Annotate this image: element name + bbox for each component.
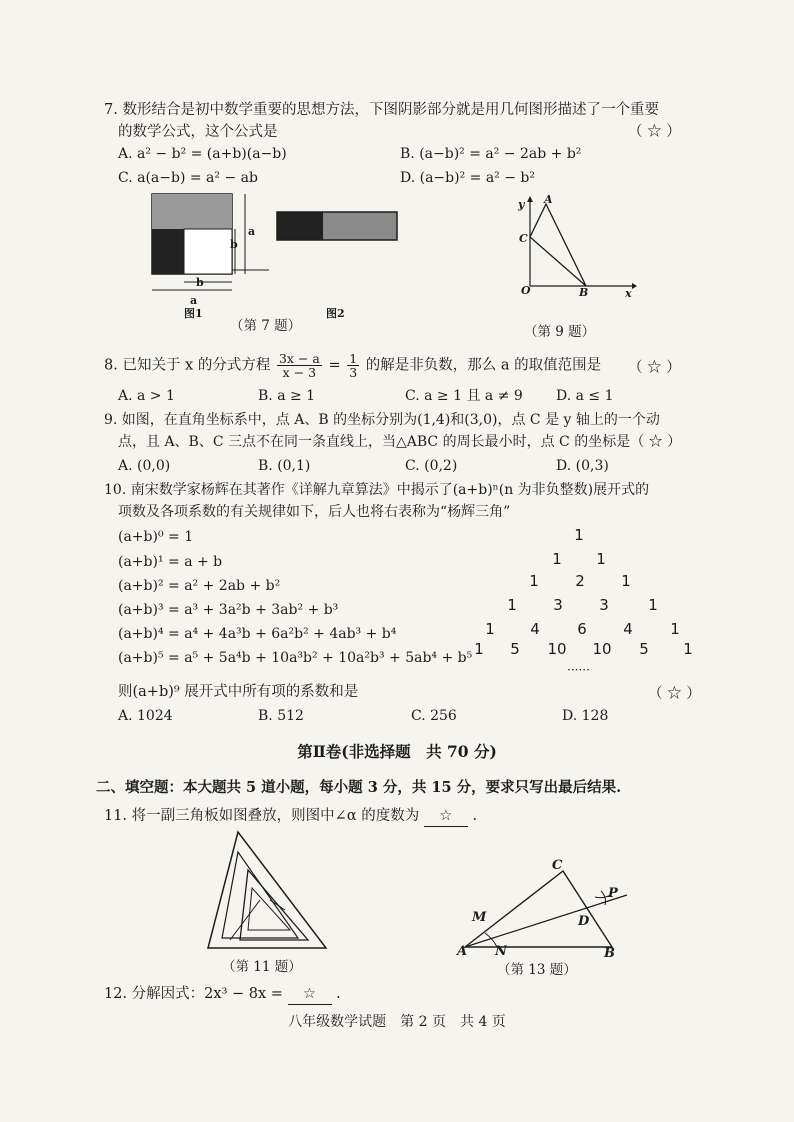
triangle-ellipsis: ······ <box>567 663 590 677</box>
q10-formula-2: (a+b)² = a² + 2ab + b² <box>118 578 281 594</box>
q7-label-b-side: b <box>230 238 238 251</box>
triangle-row-1 <box>0 550 794 570</box>
q11-answer-blank: ☆ <box>424 806 468 827</box>
q11-post: . <box>472 808 478 824</box>
q7-line2: 的数学公式，这个公式是 <box>118 124 278 140</box>
q7-answer-mark: （ ☆ ） <box>628 124 681 140</box>
q8-post: 的解是非负数，那么 a 的取值范围是 <box>365 357 602 374</box>
q11-pre: 11. 将一副三角板如图叠放，则图中∠α 的度数为 <box>104 808 420 824</box>
triangle-entry: 1 <box>507 596 517 614</box>
q8-frac1-num: 3x − a <box>278 351 320 366</box>
triangle-entry: 6 <box>577 620 587 638</box>
page-footer: 八年级数学试题 第 2 页 共 4 页 <box>288 1014 506 1030</box>
q8-fraction-left <box>277 352 322 379</box>
triangle-entry: 1 <box>670 620 680 638</box>
q10-line1: 10. 南宋数学家杨辉在其著作《详解九章算法》中揭示了(a+b)ⁿ(n 为非负整数)展开式的 <box>104 482 650 498</box>
q10-formula-3: (a+b)³ = a³ + 3a²b + 3ab² + b³ <box>118 602 339 618</box>
triangle-entry: 1 <box>574 526 584 544</box>
q7-option-a: A. a² − b² = (a+b)(a−b) <box>118 146 287 162</box>
q7-caption: （第 7 题） <box>230 318 302 334</box>
q7-option-c: C. a(a−b) = a² − ab <box>118 170 258 186</box>
q8-pre: 8. 已知关于 x 的分式方程 <box>104 357 271 374</box>
q9-label-B: B <box>579 286 589 299</box>
q8-fraction-right <box>347 352 359 379</box>
q10-option-c: C. 256 <box>411 708 457 724</box>
triangle-entry: 3 <box>553 596 563 614</box>
q7-label-a-bottom: a <box>190 294 198 307</box>
q9-option-c: C. (0,2) <box>405 458 458 474</box>
q9-option-a: A. (0,0) <box>118 458 171 474</box>
triangle-entry: 1 <box>621 572 631 590</box>
q13-label-A: A <box>457 944 468 959</box>
q9-label-A: A <box>544 193 553 206</box>
q13-caption: （第 13 题） <box>497 962 577 978</box>
triangle-entry: 1 <box>485 620 495 638</box>
q12-answer-blank: ☆ <box>288 984 332 1005</box>
q9-label-C: C <box>519 232 528 245</box>
q7-fig2-label: 图2 <box>326 307 345 320</box>
triangle-entry: 10 <box>547 640 567 658</box>
q7-figure2 <box>275 210 400 245</box>
triangle-entry: 1 <box>529 572 539 590</box>
q7-line1: 7. 数形结合是初中数学重要的思想方法，下图阴影部分就是用几何图形描述了一个重要 <box>104 102 659 118</box>
q7-figure1 <box>145 190 275 320</box>
triangle-entry: 1 <box>648 596 658 614</box>
triangle-entry: 1 <box>596 550 606 568</box>
q9-label-y: y <box>518 198 525 211</box>
q8-frac2-num: 1 <box>349 351 358 366</box>
q10-line2: 项数及各项系数的有关规律如下，后人也将右表称为“杨辉三角” <box>118 504 511 520</box>
q8-option-a: A. a > 1 <box>118 388 175 404</box>
q9-label-O: O <box>521 284 531 297</box>
q8-option-c: C. a ≥ 1 且 a ≠ 9 <box>405 388 523 404</box>
triangle-row-2 <box>0 572 794 592</box>
q13-label-C: C <box>552 858 563 873</box>
triangle-entry: 3 <box>599 596 609 614</box>
triangle-entry: 4 <box>530 620 540 638</box>
q9-caption: （第 9 题） <box>524 324 596 340</box>
q13-label-D: D <box>578 914 590 929</box>
q13-label-M: M <box>472 910 487 925</box>
q9-option-d: D. (0,3) <box>556 458 609 474</box>
triangle-entry: 5 <box>510 640 520 658</box>
q12-line <box>104 984 341 1005</box>
q11-figure <box>200 830 330 955</box>
q10-formula-5: (a+b)⁵ = a⁵ + 5a⁴b + 10a³b² + 10a²b³ + 5ab⁴ + b⁵ <box>118 650 473 666</box>
q7-option-b: B. (a−b)² = a² − 2ab + b² <box>400 146 582 162</box>
section-2-heading: 二、填空题：本大题共 5 道小题，每小题 3 分，共 15 分，要求只写出最后结果. <box>96 779 622 796</box>
q10-formula-1: (a+b)¹ = a + b <box>118 554 223 570</box>
q11-caption: （第 11 题） <box>222 959 302 975</box>
q11-line <box>104 806 477 827</box>
triangle-row-5 <box>0 640 794 660</box>
q12-pre: 12. 分解因式：2x³ − 8x = <box>104 986 283 1002</box>
q13-figure <box>455 855 635 960</box>
triangle-row-0 <box>0 526 794 546</box>
q7-label-b-bottom: b <box>196 276 204 289</box>
triangle-entry: 1 <box>552 550 562 568</box>
q10-option-a: A. 1024 <box>118 708 173 724</box>
triangle-entry: 4 <box>623 620 633 638</box>
q8-equals: = <box>328 357 341 374</box>
q10-option-d: D. 128 <box>562 708 609 724</box>
triangle-row-4 <box>0 620 794 640</box>
triangle-entry: 10 <box>592 640 612 658</box>
q10-option-b: B. 512 <box>258 708 304 724</box>
q8-frac2-den: 3 <box>349 365 358 380</box>
q9-label-x: x <box>625 287 632 300</box>
q13-label-B: B <box>604 946 615 961</box>
q13-label-P: P <box>608 886 618 901</box>
q13-label-N: N <box>495 944 507 959</box>
triangle-entry: 1 <box>474 640 484 658</box>
triangle-entry: 5 <box>639 640 649 658</box>
q8-option-d: D. a ≤ 1 <box>556 388 614 404</box>
q8-frac1-den: x − 3 <box>282 365 317 380</box>
q8-option-b: B. a ≥ 1 <box>258 388 316 404</box>
q10-question: 则(a+b)⁹ 展开式中所有项的系数和是 <box>118 684 359 700</box>
triangle-row-3 <box>0 596 794 616</box>
triangle-entry: 2 <box>575 572 585 590</box>
q10-answer-mark: （ ☆ ） <box>648 686 701 702</box>
triangle-entry: 1 <box>683 640 693 658</box>
q9-line2: 点，且 A、B、C 三点不在同一条直线上，当△ABC 的周长最小时，点 C 的坐标是（ ☆ ） <box>118 434 682 450</box>
q8-answer-mark: （ ☆ ） <box>628 360 681 376</box>
q7-label-a-side: a <box>248 225 256 238</box>
q10-formula-4: (a+b)⁴ = a⁴ + 4a³b + 6a²b² + 4ab³ + b⁴ <box>118 626 397 642</box>
q8-line <box>104 352 601 379</box>
q7-option-d: D. (a−b)² = a² − b² <box>400 170 535 186</box>
q9-option-b: B. (0,1) <box>258 458 311 474</box>
section-2-title: 第Ⅱ卷(非选择题 共 70 分) <box>297 742 497 761</box>
q12-post: . <box>336 986 341 1002</box>
q9-line1: 9. 如图，在直角坐标系中，点 A、B 的坐标分别为(1,4)和(3,0)，点 C 是 y 轴上的一个动 <box>104 412 660 428</box>
q10-formula-0: (a+b)⁰ = 1 <box>118 529 194 545</box>
q7-fig1-label: 图1 <box>184 307 203 320</box>
